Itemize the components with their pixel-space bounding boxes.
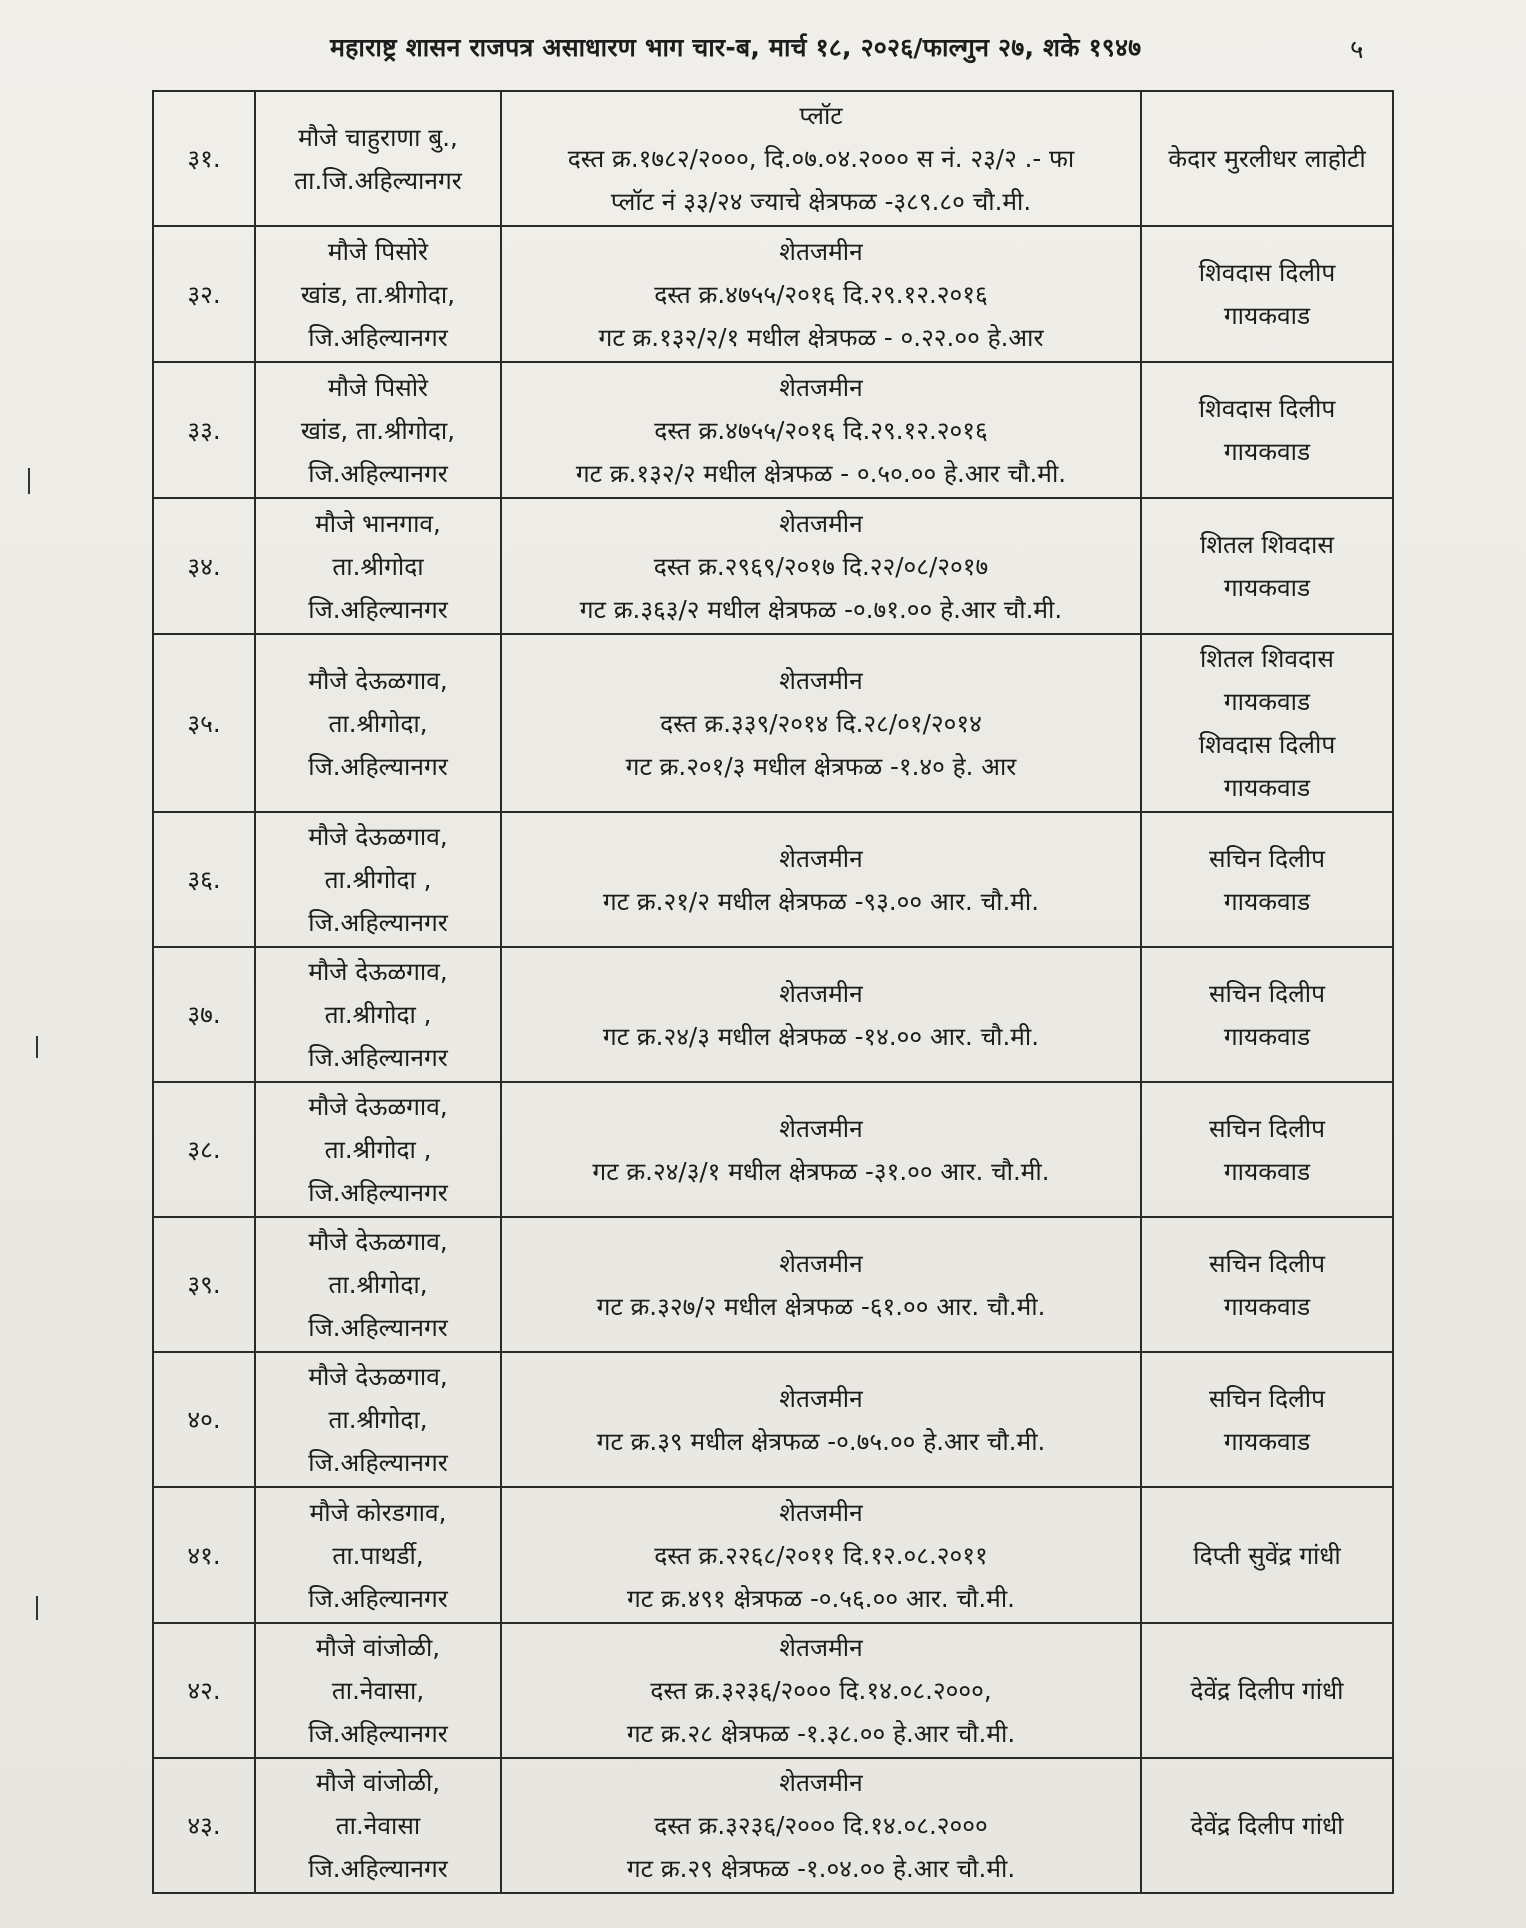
property-cell — [501, 1352, 1141, 1487]
table-row — [153, 362, 1393, 498]
owner-cell-line: दिप्ती सुवेंद्र गांधी — [1193, 1540, 1341, 1570]
table-row — [153, 634, 1393, 812]
village-cell-line: ता.श्रीगोदा , — [324, 1000, 432, 1029]
property-cell-line: गट क्र.२८ क्षेत्रफळ -१.३८.०० हे.आर चौ.मी. — [626, 1719, 1016, 1748]
village-cell-line: मौजे देऊळगाव, — [308, 1227, 448, 1256]
village-cell — [255, 226, 501, 362]
village-cell-line: ता.श्रीगोदा , — [324, 1135, 432, 1164]
village-cell-line: मौजे देऊळगाव, — [308, 1362, 448, 1391]
village-cell-line: जि.अहिल्यानगर — [308, 322, 448, 352]
owner-cell — [1141, 1623, 1393, 1758]
village-cell-line: जि.अहिल्यानगर — [308, 1854, 448, 1883]
village-cell — [255, 1487, 501, 1623]
village-cell — [255, 1758, 501, 1893]
table-row — [153, 1758, 1393, 1893]
property-cell-line: शेतजमीन — [779, 1768, 863, 1797]
property-table — [152, 90, 1394, 1894]
owner-cell-line: केदार मुरलीधर लाहोटी — [1168, 144, 1366, 173]
serial-number-cell: ३३. — [153, 362, 255, 498]
village-cell-line: ता.नेवासा, — [331, 1676, 425, 1705]
serial-number-cell: ३६. — [153, 812, 255, 947]
owner-cell-line: सचिन दिलीप — [1208, 1113, 1326, 1143]
owner-cell — [1141, 812, 1393, 947]
property-cell-line: शेतजमीन — [779, 1633, 863, 1662]
property-cell-line: दस्त क्र.३२३६/२००० दि.१४.०८.२०००, — [650, 1676, 992, 1705]
property-cell — [501, 1758, 1141, 1893]
village-cell — [255, 1217, 501, 1352]
property-cell-line: शेतजमीन — [779, 843, 863, 873]
owner-cell-line: शितल शिवदास — [1200, 644, 1334, 673]
village-cell — [255, 947, 501, 1082]
table-row — [153, 1487, 1393, 1623]
village-cell-line: जि.अहिल्यानगर — [308, 908, 448, 937]
property-cell — [501, 362, 1141, 498]
property-cell — [501, 947, 1141, 1082]
serial-number-cell: ४०. — [153, 1352, 255, 1487]
village-cell-line: जि.अहिल्यानगर — [308, 458, 448, 488]
owner-cell — [1141, 1758, 1393, 1893]
property-cell-line: शेतजमीन — [779, 508, 863, 538]
serial-number-cell: ३१. — [153, 91, 255, 226]
table-row — [153, 1217, 1393, 1352]
village-cell-line: जि.अहिल्यानगर — [308, 751, 448, 781]
property-cell-line: गट क्र.२४/३ मधील क्षेत्रफळ -१४.०० आर. चौ.मी. — [602, 1021, 1040, 1051]
owner-cell-line: गायकवाड — [1223, 301, 1311, 330]
village-cell-line: ता.जि.अहिल्यानगर — [294, 165, 462, 195]
owner-cell-line: देवेंद्र दिलीप गांधी — [1190, 1811, 1344, 1840]
property-cell-line: शेतजमीन — [779, 978, 863, 1008]
village-cell-line: मौजे देऊळगाव, — [308, 1092, 448, 1121]
property-cell-line: शेतजमीन — [779, 372, 863, 402]
village-cell-line: ता.श्रीगोदा, — [328, 708, 428, 738]
owner-cell-line: गायकवाड — [1223, 687, 1311, 716]
serial-number-cell: ३५. — [153, 634, 255, 812]
owner-cell-line: गायकवाड — [1223, 573, 1311, 602]
table-row — [153, 498, 1393, 634]
owner-cell — [1141, 947, 1393, 1082]
village-cell-line: खांड, ता.श्रीगोदा, — [300, 279, 456, 309]
property-cell-line: गट क्र.२०१/३ मधील क्षेत्रफळ -१.४० हे. आर — [625, 751, 1017, 781]
property-cell-line: शेतजमीन — [779, 665, 863, 695]
property-cell-line: शेतजमीन — [779, 1113, 863, 1143]
village-cell-line: मौजे पिसोरे — [327, 372, 429, 402]
village-cell-line: ता.पाथर्डी, — [332, 1540, 424, 1570]
village-cell — [255, 91, 501, 226]
village-cell-line: जि.अहिल्यानगर — [308, 594, 448, 624]
property-cell — [501, 1623, 1141, 1758]
owner-cell-line: शितल शिवदास — [1200, 530, 1334, 559]
property-cell-line: गट क्र.३९ मधील क्षेत्रफळ -०.७५.०० हे.आर चौ.मी. — [596, 1426, 1046, 1456]
gazette-header: महाराष्ट्र शासन राजपत्र असाधारण भाग चार-ब, मार्च १८, २०२६/फाल्गुन २७, शके १९४७ — [330, 33, 1142, 62]
margin-mark — [28, 468, 30, 494]
property-cell-line: प्लॉट — [799, 101, 843, 130]
owner-cell-line: शिवदास दिलीप — [1198, 730, 1336, 759]
table-row — [153, 1352, 1393, 1487]
village-cell-line: जि.अहिल्यानगर — [308, 1313, 448, 1342]
margin-mark — [36, 1036, 38, 1058]
property-cell-line: दस्त क्र.२२६८/२०११ दि.१२.०८.२०११ — [654, 1540, 988, 1570]
owner-cell-line: सचिन दिलीप — [1208, 843, 1326, 873]
property-cell-line: दस्त क्र.२९६९/२०१७ दि.२२/०८/२०१७ — [653, 551, 989, 581]
village-cell-line: मौजे देऊळगाव, — [308, 665, 448, 695]
owner-cell-line: गायकवाड — [1223, 437, 1311, 466]
table-row — [153, 226, 1393, 362]
property-cell-line: गट क्र.२४/३/१ मधील क्षेत्रफळ -३१.०० आर. चौ.मी. — [592, 1156, 1050, 1186]
owner-cell — [1141, 1487, 1393, 1623]
property-cell — [501, 634, 1141, 812]
village-cell — [255, 1623, 501, 1758]
property-cell — [501, 1082, 1141, 1217]
village-cell — [255, 634, 501, 812]
serial-number-cell: ३९. — [153, 1217, 255, 1352]
table-row — [153, 91, 1393, 226]
serial-number-cell: ३२. — [153, 226, 255, 362]
village-cell — [255, 362, 501, 498]
owner-cell-line: गायकवाड — [1223, 1021, 1311, 1051]
village-cell-line: ता.श्रीगोदा — [332, 551, 424, 581]
property-cell-line: गट क्र.२१/२ मधील क्षेत्रफळ -९३.०० आर. चौ.मी. — [602, 886, 1040, 916]
village-cell-line: मौजे भानगाव, — [315, 508, 441, 538]
serial-number-cell: ३४. — [153, 498, 255, 634]
owner-cell-line: गायकवाड — [1223, 1291, 1311, 1321]
margin-mark — [36, 1596, 38, 1620]
village-cell-line: मौजे कोरडगाव, — [309, 1497, 447, 1527]
property-cell-line: दस्त क्र.१७८२/२०००, दि.०७.०४.२००० स नं. २३/२ .- फा — [567, 144, 1075, 173]
owner-cell-line: शिवदास दिलीप — [1198, 394, 1336, 423]
owner-cell — [1141, 634, 1393, 812]
property-cell-line: दस्त क्र.४७५५/२०१६ दि.२९.१२.२०१६ — [654, 415, 988, 445]
property-cell-line: गट क्र.१३२/२/१ मधील क्षेत्रफळ - ०.२२.०० हे.आर — [598, 322, 1044, 352]
property-cell — [501, 812, 1141, 947]
serial-number-cell: ४३. — [153, 1758, 255, 1893]
property-cell-line: गट क्र.२९ क्षेत्रफळ -१.०४.०० हे.आर चौ.मी. — [626, 1854, 1016, 1883]
table-row — [153, 812, 1393, 947]
property-cell-line: गट क्र.३२७/२ मधील क्षेत्रफळ -६१.०० आर. चौ.मी. — [596, 1291, 1046, 1321]
property-cell-line: दस्त क्र.३३९/२०१४ दि.२८/०१/२०१४ — [660, 708, 982, 738]
village-cell-line: मौजे देऊळगाव, — [308, 957, 448, 986]
village-cell — [255, 498, 501, 634]
village-cell-line: जि.अहिल्यानगर — [308, 1178, 448, 1207]
property-cell-line: शेतजमीन — [779, 1383, 863, 1413]
village-cell — [255, 812, 501, 947]
property-cell-line: गट क्र.१३२/२ मधील क्षेत्रफळ - ०.५०.०० हे.आर चौ.मी. — [575, 458, 1067, 488]
table-row — [153, 947, 1393, 1082]
owner-cell-line: सचिन दिलीप — [1208, 1248, 1326, 1278]
owner-cell-line: शिवदास दिलीप — [1198, 258, 1336, 287]
village-cell — [255, 1082, 501, 1217]
property-cell-line: शेतजमीन — [779, 1248, 863, 1278]
village-cell-line: खांड, ता.श्रीगोदा, — [300, 415, 456, 445]
village-cell-line: ता.श्रीगोदा, — [328, 1405, 428, 1434]
village-cell-line: मौजे वांजोळी, — [315, 1633, 441, 1662]
property-cell-line: दस्त क्र.४७५५/२०१६ दि.२९.१२.२०१६ — [654, 279, 988, 309]
owner-cell-line: गायकवाड — [1223, 1426, 1311, 1456]
owner-cell-line: गायकवाड — [1223, 886, 1311, 916]
property-cell — [501, 1217, 1141, 1352]
table-row — [153, 1623, 1393, 1758]
table-row — [153, 1082, 1393, 1217]
village-cell-line: ता.नेवासा — [335, 1811, 421, 1840]
village-cell-line: ता.श्रीगोदा , — [324, 865, 432, 894]
owner-cell — [1141, 362, 1393, 498]
owner-cell-line: सचिन दिलीप — [1208, 978, 1326, 1008]
owner-cell — [1141, 1352, 1393, 1487]
owner-cell — [1141, 498, 1393, 634]
owner-cell-line: गायकवाड — [1223, 1156, 1311, 1186]
village-cell-line: मौजे पिसोरे — [327, 236, 429, 266]
owner-cell-line: सचिन दिलीप — [1208, 1383, 1326, 1413]
owner-cell — [1141, 226, 1393, 362]
property-cell-line: गट क्र.३६३/२ मधील क्षेत्रफळ -०.७१.०० हे.आर चौ.मी. — [579, 594, 1063, 624]
serial-number-cell: ३७. — [153, 947, 255, 1082]
property-table-body — [153, 91, 1393, 1893]
page-number: ५ — [1350, 35, 1364, 65]
serial-number-cell: ४२. — [153, 1623, 255, 1758]
property-cell-line: प्लॉट नं ३३/२४ ज्याचे क्षेत्रफळ -३८९.८० चौ.मी. — [610, 187, 1032, 216]
village-cell-line: जि.अहिल्यानगर — [308, 1583, 448, 1613]
owner-cell — [1141, 1217, 1393, 1352]
owner-cell — [1141, 1082, 1393, 1217]
owner-cell — [1141, 91, 1393, 226]
property-cell-line: शेतजमीन — [779, 1497, 863, 1527]
village-cell-line: जि.अहिल्यानगर — [308, 1043, 448, 1072]
serial-number-cell: ४१. — [153, 1487, 255, 1623]
village-cell-line: मौजे देऊळगाव, — [308, 822, 448, 851]
village-cell-line: मौजे वांजोळी, — [315, 1768, 441, 1797]
village-cell-line: जि.अहिल्यानगर — [308, 1448, 448, 1477]
property-cell — [501, 226, 1141, 362]
property-cell-line: दस्त क्र.३२३६/२००० दि.१४.०८.२००० — [654, 1811, 988, 1840]
property-cell — [501, 1487, 1141, 1623]
owner-cell-line: गायकवाड — [1223, 773, 1311, 802]
property-cell-line: गट क्र.४९१ क्षेत्रफळ -०.५६.०० आर. चौ.मी. — [627, 1583, 1015, 1613]
property-cell-line: शेतजमीन — [779, 236, 863, 266]
village-cell-line: जि.अहिल्यानगर — [308, 1719, 448, 1748]
property-cell — [501, 91, 1141, 226]
village-cell-line: मौजे चाहुराणा बु., — [298, 122, 458, 152]
serial-number-cell: ३८. — [153, 1082, 255, 1217]
village-cell — [255, 1352, 501, 1487]
property-cell — [501, 498, 1141, 634]
owner-cell-line: देवेंद्र दिलीप गांधी — [1190, 1676, 1344, 1705]
village-cell-line: ता.श्रीगोदा, — [328, 1270, 428, 1299]
